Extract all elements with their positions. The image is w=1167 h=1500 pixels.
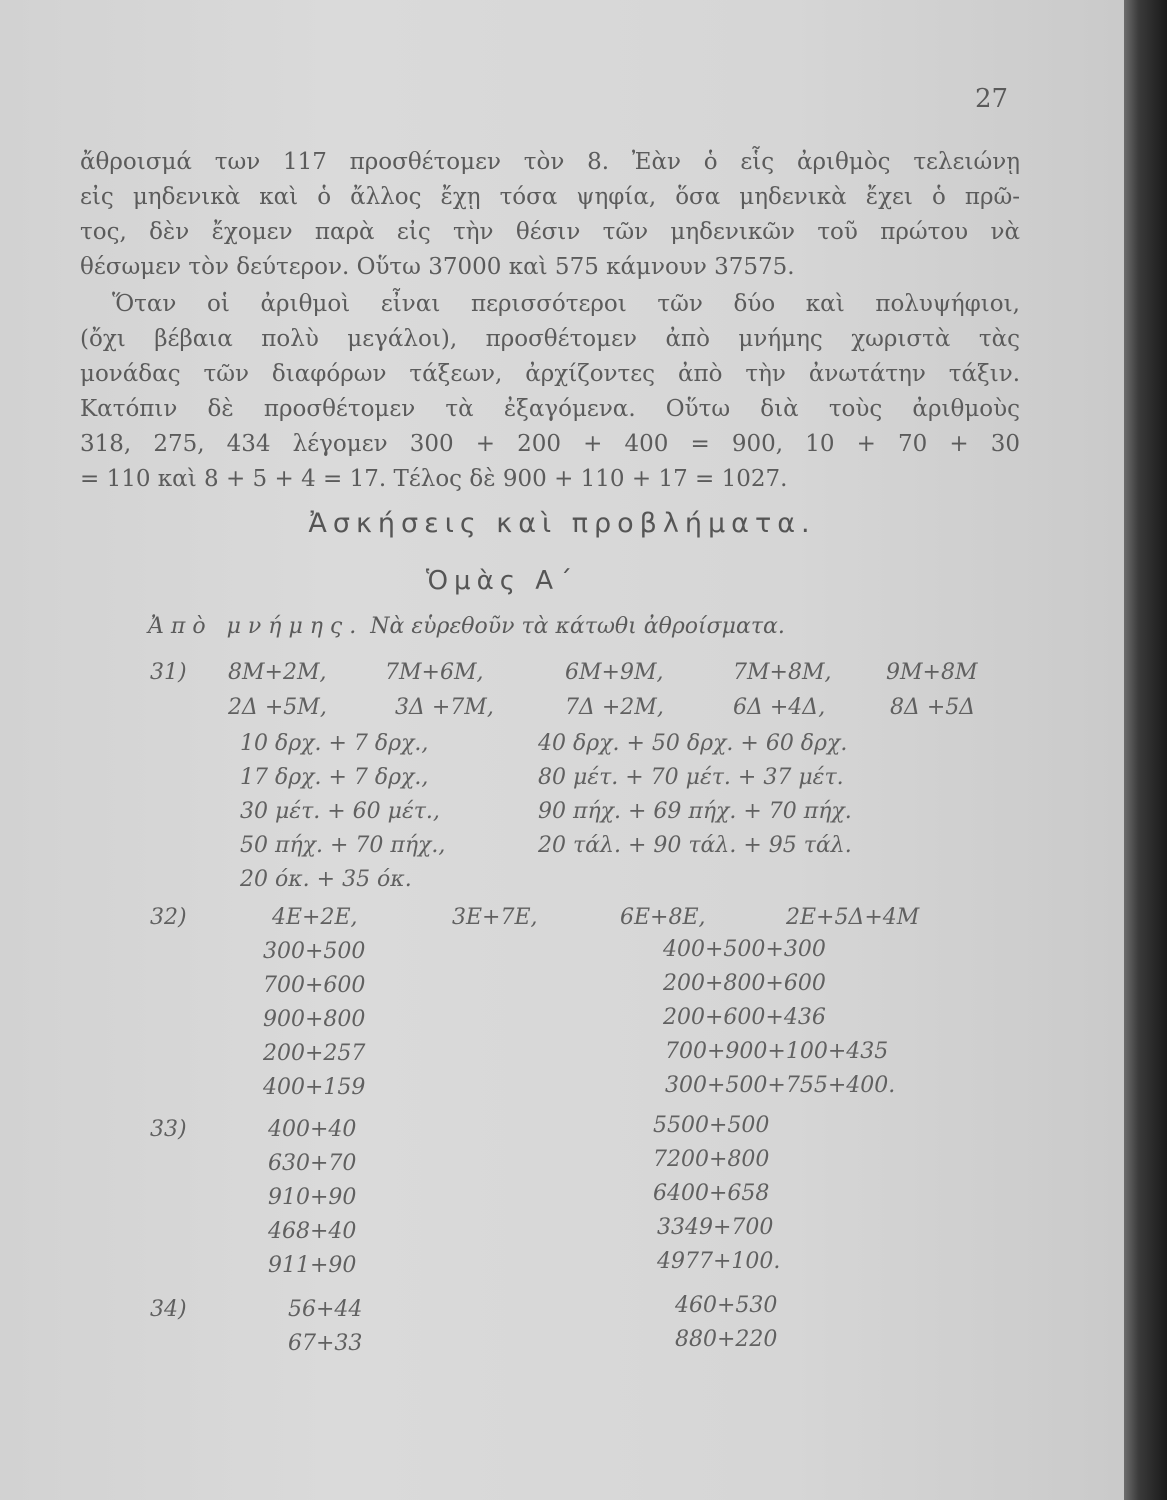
text-line: = 110 καὶ 8 + 5 + 4 = 17. Τέλος δὲ 900 + 110 + 17 = 1027. [80, 466, 788, 492]
text-line: τος, δὲν ἔχομεν παρὰ εἰς τὴν θέσιν τῶν μηδενικῶν τοῦ πρώτου νὰ [80, 219, 1020, 245]
ex32-cell: 2E+5Δ+4M [786, 905, 920, 930]
ex31-cell: 17 δρχ. + 7 δρχ., [240, 765, 429, 790]
ex31-cell: 40 δρχ. + 50 δρχ. + 60 δρχ. [538, 731, 848, 756]
intro-paragraph [80, 145, 1020, 285]
page-number: 27 [975, 84, 1009, 114]
ex32-left: 400+159 [263, 1075, 366, 1100]
ex32-cell: 6E+8E, [620, 905, 706, 930]
text-line: μονάδας τῶν διαφόρων τάξεων, ἀρχίζοντες ἀπὸ τὴν ἀνωτάτην τάξιν. [80, 361, 1020, 387]
ex32-left: 200+257 [263, 1041, 366, 1066]
ex34-right: 880+220 [675, 1327, 778, 1352]
ex32-left: 300+500 [263, 939, 366, 964]
ex33-left: 911+90 [268, 1253, 357, 1278]
ex32-cell: 4E+2E, [272, 905, 358, 930]
scan-dark-edge [1124, 0, 1167, 1500]
ex31-cell: 10 δρχ. + 7 δρχ., [240, 731, 429, 756]
ex32-cell: 3E+7E, [452, 905, 538, 930]
ex32-left: 900+800 [263, 1007, 366, 1032]
ex33-left: 910+90 [268, 1185, 357, 1210]
ex31-cell: 30 μέτ. + 60 μέτ., [240, 799, 440, 824]
text-line: 318, 275, 434 λέγομεν 300 + 200 + 400 = 900, 10 + 70 + 30 [80, 431, 1020, 457]
ex33-right: 3349+700 [657, 1215, 774, 1240]
ex31-cell: 6Δ +4Δ, [733, 695, 826, 720]
ex31-cell: 7M+6M, [385, 660, 484, 685]
ex31-cell: 7Δ +2M, [565, 695, 664, 720]
group-title: Ὁμὰς Α΄ [425, 566, 579, 596]
exercise-label-32: 32) [150, 905, 187, 930]
text-line: θέσωμεν τὸν δεύτερον. Οὕτω 37000 καὶ 575 κάμνουν 37575. [80, 254, 795, 280]
ex32-right: 200+800+600 [663, 971, 826, 996]
section-title: Ἀσκήσεις καὶ προβλήματα. [308, 508, 816, 539]
ex33-right: 5500+500 [653, 1113, 770, 1138]
exercise-label-31: 31) [150, 660, 187, 685]
second-paragraph [80, 287, 1020, 497]
ex32-left: 700+600 [263, 973, 366, 998]
ex31-cell: 8Δ +5Δ [890, 695, 976, 720]
ex33-left: 468+40 [268, 1219, 357, 1244]
ex34-left: 67+33 [288, 1331, 363, 1356]
text-line: (ὄχι βέβαια πολὺ μεγάλοι), προσθέτομεν ἀπὸ μνήμης χωριστὰ τὰς [80, 326, 1020, 352]
text-line: Ὅταν οἱ ἀριθμοὶ εἶναι περισσότεροι τῶν δύο καὶ πολυψήφιοι, [112, 291, 1020, 317]
ex33-left: 630+70 [268, 1151, 357, 1176]
ex31-cell: 3Δ +7M, [395, 695, 494, 720]
instruction-spaced: Ἀπὸ μνήμης. [148, 614, 364, 639]
ex32-right: 700+900+100+435 [665, 1039, 889, 1064]
ex31-cell: 90 πήχ. + 69 πήχ. + 70 πήχ. [538, 799, 852, 824]
instruction [148, 614, 785, 639]
ex31-cell: 50 πήχ. + 70 πήχ., [240, 833, 446, 858]
ex32-right: 300+500+755+400. [665, 1073, 896, 1098]
ex32-right: 400+500+300 [663, 937, 826, 962]
ex31-cell: 9M+8M [886, 660, 978, 685]
text-line: εἰς μηδενικὰ καὶ ὁ ἄλλος ἔχῃ τόσα ψηφία, ὅσα μηδενικὰ ἔχει ὁ πρῶ- [80, 184, 1020, 210]
instruction-rest: Νὰ εὑρεθοῦν τὰ κάτωθι ἀθροίσματα. [370, 614, 785, 639]
ex33-right: 6400+658 [653, 1181, 770, 1206]
ex32-right: 200+600+436 [663, 1005, 826, 1030]
exercise-label-34: 34) [150, 1297, 187, 1322]
ex31-cell: 6M+9M, [565, 660, 664, 685]
ex33-right: 4977+100. [657, 1249, 781, 1274]
ex31-cell: 80 μέτ. + 70 μέτ. + 37 μέτ. [538, 765, 844, 790]
ex31-cell: 20 τάλ. + 90 τάλ. + 95 τάλ. [538, 833, 852, 858]
ex33-left: 400+40 [268, 1117, 357, 1142]
ex34-right: 460+530 [675, 1293, 778, 1318]
text-line: ἄθροισμά των 117 προσθέτομεν τὸν 8. Ἐὰν ὁ εἷς ἀριθμὸς τελειώνῃ [80, 149, 1020, 175]
ex31-cell: 20 όκ. + 35 όκ. [240, 867, 412, 892]
ex31-cell: 7M+8M, [733, 660, 832, 685]
ex31-cell: 2Δ +5M, [228, 695, 327, 720]
text-line: Κατόπιν δὲ προσθέτομεν τὰ ἐξαγόμενα. Οὕτω διὰ τοὺς ἀριθμοὺς [80, 396, 1020, 422]
ex31-cell: 8M+2M, [228, 660, 327, 685]
ex34-left: 56+44 [288, 1297, 363, 1322]
ex33-right: 7200+800 [653, 1147, 770, 1172]
exercise-label-33: 33) [150, 1117, 187, 1142]
